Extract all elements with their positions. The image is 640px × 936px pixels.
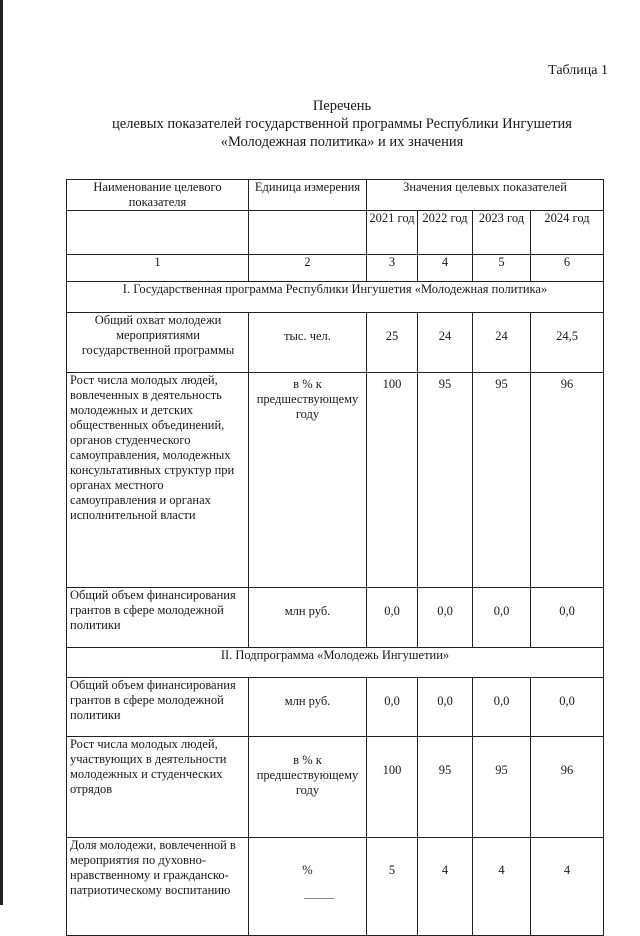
indicator-unit: в % к предшествующему году bbox=[249, 737, 367, 838]
document-title bbox=[40, 97, 640, 151]
indicator-value: 96 bbox=[531, 373, 604, 588]
indicator-name: Рост числа молодых людей, участвующих в деятельности молодежных и студенческих отрядов bbox=[67, 737, 249, 838]
indicator-value: 0,0 bbox=[531, 678, 604, 737]
header-unit: Единица измерения bbox=[249, 180, 367, 211]
indicator-unit: тыс. чел. bbox=[249, 313, 367, 373]
indicator-name: Рост числа молодых людей, вовлеченных в деятельность молодежных и детских общественных объединений, органов студенческого самоуправления, молодежных консультативных структур при органах местного самоуправления и органах исполнительной власти bbox=[67, 373, 249, 588]
header-year-2021: 2021 год bbox=[367, 211, 418, 255]
indicator-value: 0,0 bbox=[473, 588, 531, 648]
indicator-value: 95 bbox=[473, 373, 531, 588]
indicator-value: 95 bbox=[473, 737, 531, 838]
indicator-value: 4 bbox=[473, 838, 531, 936]
indicator-value: 0,0 bbox=[418, 588, 473, 648]
indicator-value: 0,0 bbox=[531, 588, 604, 648]
title-line-2: целевых показателей государственной программы Республики Ингушетия bbox=[112, 116, 572, 132]
column-number: 2 bbox=[249, 255, 367, 282]
header-year-2023: 2023 год bbox=[473, 211, 531, 255]
indicator-value: 95 bbox=[418, 737, 473, 838]
indicator-name: Общий объем финансирования грантов в сфере молодежной политики bbox=[67, 678, 249, 737]
header-values-group: Значения целевых показателей bbox=[367, 180, 604, 211]
header-empty-cell bbox=[67, 211, 249, 255]
indicator-value: 96 bbox=[531, 737, 604, 838]
header-year-2024: 2024 год bbox=[531, 211, 604, 255]
indicator-value: 100 bbox=[367, 737, 418, 838]
header-name: Наименование целевого показателя bbox=[67, 180, 249, 211]
header-year-2022: 2022 год bbox=[418, 211, 473, 255]
column-number: 3 bbox=[367, 255, 418, 282]
indicator-value: 25 bbox=[367, 313, 418, 373]
indicator-name: Доля молодежи, вовлеченной в мероприятия по духовно-нравственному и гражданско-патриотическому воспитанию bbox=[67, 838, 249, 936]
title-line-3: «Молодежная политика» и их значения bbox=[220, 134, 464, 150]
indicator-value: 24 bbox=[418, 313, 473, 373]
indicator-unit: в % к предшествующему году bbox=[249, 373, 367, 588]
column-number: 5 bbox=[473, 255, 531, 282]
header-empty-cell bbox=[249, 211, 367, 255]
indicator-value: 4 bbox=[531, 838, 604, 936]
section-1-title: I. Государственная программа Республики Ингушетия «Молодежная политика» bbox=[67, 282, 604, 313]
indicator-value: 4 bbox=[418, 838, 473, 936]
section-2-title: II. Подпрограмма «Молодежь Ингушетии» bbox=[67, 648, 604, 678]
indicator-unit: млн руб. bbox=[249, 678, 367, 737]
indicator-unit: млн руб. bbox=[249, 588, 367, 648]
column-number: 6 bbox=[531, 255, 604, 282]
indicator-value: 95 bbox=[418, 373, 473, 588]
indicator-unit: % bbox=[249, 838, 367, 936]
indicator-name: Общий объем финансирования грантов в сфере молодежной политики bbox=[67, 588, 249, 648]
targets-table bbox=[66, 179, 604, 936]
footer-mark bbox=[304, 898, 334, 899]
indicator-value: 0,0 bbox=[418, 678, 473, 737]
indicator-name: Общий охват молодежи мероприятиями государственной программы bbox=[67, 313, 249, 373]
scan-edge bbox=[0, 0, 3, 905]
title-line-1: Перечень bbox=[312, 98, 372, 114]
indicator-value: 100 bbox=[367, 373, 418, 588]
indicator-value: 0,0 bbox=[367, 678, 418, 737]
column-number: 1 bbox=[67, 255, 249, 282]
indicator-value: 0,0 bbox=[473, 678, 531, 737]
indicator-value: 24 bbox=[473, 313, 531, 373]
indicator-value: 5 bbox=[367, 838, 418, 936]
indicator-value: 0,0 bbox=[367, 588, 418, 648]
table-label: Таблица 1 bbox=[548, 63, 608, 78]
column-number: 4 bbox=[418, 255, 473, 282]
indicator-value: 24,5 bbox=[531, 313, 604, 373]
